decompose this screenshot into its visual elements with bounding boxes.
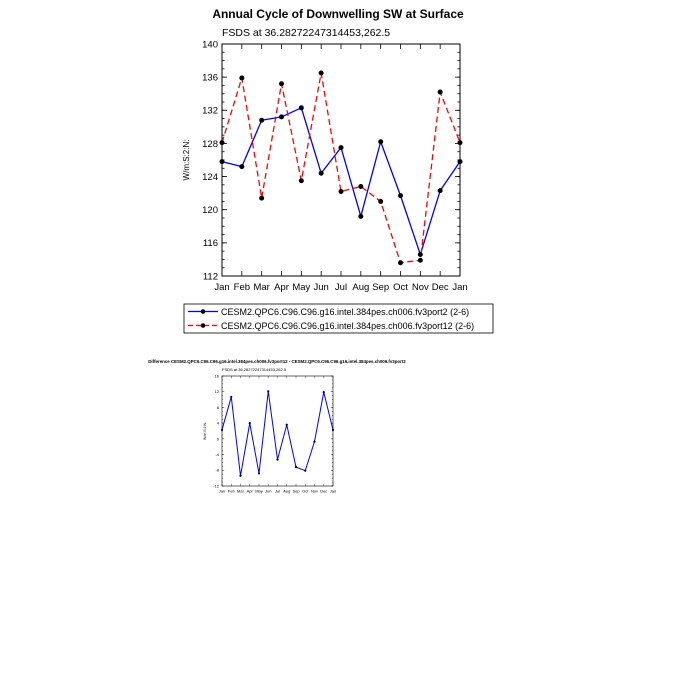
diff-xtick-label: Aug xyxy=(283,488,291,494)
main-chart-title: Annual Cycle of Downwelling SW at Surface xyxy=(212,7,464,21)
main-series-2-point xyxy=(378,199,383,204)
main-series-2-point xyxy=(339,189,344,194)
diff-xtick-label: Dec xyxy=(320,488,328,494)
main-xtick-label: Oct xyxy=(393,282,408,293)
main-series-1-point xyxy=(259,118,264,123)
main-series-1-point xyxy=(239,164,244,169)
diff-series-1-point xyxy=(258,472,260,474)
diff-xtick-label: Sep xyxy=(292,488,300,494)
main-xtick-label: Feb xyxy=(233,282,251,293)
main-series-1-line xyxy=(222,108,460,255)
diff-series-1-point xyxy=(276,459,278,461)
diff-xtick-label: Nov xyxy=(310,488,319,494)
main-xtick-label: May xyxy=(292,282,311,293)
main-chart-subtitle: FSDS at 36.28272247314453,262.5 xyxy=(222,27,391,39)
main-series-1-point xyxy=(358,214,363,219)
diff-xtick-label: Feb xyxy=(227,488,235,494)
main-xtick-label: Aug xyxy=(352,282,370,293)
diff-series-1-point xyxy=(286,424,288,426)
diff-xtick-label: Jun xyxy=(265,488,272,494)
diff-plot-area xyxy=(213,373,336,493)
main-series-2-point xyxy=(398,260,403,265)
main-xtick-label: Mar xyxy=(253,282,270,293)
main-series-1-point xyxy=(299,105,304,110)
main-series-1-point xyxy=(458,159,463,164)
main-ytick-label: 140 xyxy=(202,39,218,51)
main-xtick-label: Nov xyxy=(411,282,429,293)
diff-series-1-point xyxy=(304,470,306,472)
diff-series-1-point xyxy=(249,422,251,424)
main-series-2-point xyxy=(299,178,304,183)
main-series-2-point xyxy=(279,81,284,86)
main-xtick-label: Jun xyxy=(313,282,329,293)
main-series-1-point xyxy=(378,139,383,144)
diff-series-1-point xyxy=(239,475,241,477)
main-series-2-line xyxy=(222,73,460,263)
diff-xtick-label: Jan xyxy=(218,488,226,494)
diff-xtick-label: Oct xyxy=(302,488,309,494)
main-xtick-label: Sep xyxy=(372,282,390,293)
main-series-2-point xyxy=(458,140,463,145)
main-ytick-label: 124 xyxy=(202,171,218,183)
diff-chart-title: Difference CESM2.QPC6.C96.C96.g16.intel.384pes.ch006.fv3port12 - CESM2.QPC6.C96.C96.g16.intel.384pes.ch006.fv3port2 xyxy=(148,359,406,364)
diff-series-1-point xyxy=(313,441,315,443)
main-series-1-point xyxy=(438,188,443,193)
diff-xtick-label: Apr xyxy=(246,488,253,494)
main-chart-legend xyxy=(184,304,493,333)
main-ytick-label: 136 xyxy=(202,72,218,84)
main-ytick-label: 116 xyxy=(202,238,218,250)
diff-ytick-label: 0 xyxy=(216,436,219,442)
main-ytick-label: 132 xyxy=(202,105,218,117)
main-plot-area xyxy=(202,39,468,293)
diff-ytick-label: 8 xyxy=(216,404,219,410)
diff-xtick-label: Jan xyxy=(329,488,337,494)
diff-ytick-label: 16 xyxy=(214,373,219,379)
diff-series-1-point xyxy=(267,390,269,392)
main-series-2-point xyxy=(319,71,324,76)
diff-series-1-point xyxy=(230,396,232,398)
main-series-1-point xyxy=(220,159,225,164)
diff-chart-ylabel: W/m:S:2:N: xyxy=(203,422,207,440)
main-xtick-label: Jan xyxy=(214,282,230,293)
main-series-2-point xyxy=(239,75,244,80)
main-ytick-label: 112 xyxy=(202,271,218,283)
main-series-1-point xyxy=(279,114,284,119)
main-series-2-point xyxy=(438,90,443,95)
main-series-1-point xyxy=(398,193,403,198)
main-series-2-point xyxy=(259,196,264,201)
main-series-1-point xyxy=(418,252,423,257)
main-series-2-point xyxy=(220,140,225,145)
diff-xtick-label: Mar xyxy=(237,488,244,494)
diff-series-1-point xyxy=(332,429,334,431)
main-xtick-label: Dec xyxy=(431,282,449,293)
diff-ytick-label: -12 xyxy=(213,483,219,489)
diff-ytick-label: -4 xyxy=(215,451,219,457)
diff-series-1-point xyxy=(221,429,223,431)
diff-xtick-label: May xyxy=(255,488,263,494)
main-chart-ylabel: W/m:S:2:N: xyxy=(182,139,191,181)
main-ytick-label: 128 xyxy=(202,138,218,150)
legend-label-series-1: CESM2.QPC6.C96.C96.g16.intel.384pes.ch006.fv3port2 (2-6) xyxy=(221,307,470,317)
legend-label-series-2: CESM2.QPC6.C96.C96.g16.intel.384pes.ch006.fv3port12 (2-6) xyxy=(221,321,475,331)
diff-chart-subtitle: FSDS at 36.28272247314453,262.5 xyxy=(222,367,287,372)
main-series-2-point xyxy=(358,184,363,189)
main-ytick-label: 120 xyxy=(202,205,218,217)
main-series-1-point xyxy=(319,171,324,176)
diff-ytick-label: -8 xyxy=(215,467,219,473)
legend-marker-series-2 xyxy=(201,323,206,328)
diff-xtick-label: Jul xyxy=(274,488,281,494)
main-series-2-point xyxy=(418,258,423,263)
main-xtick-label: Jul xyxy=(334,282,348,293)
main-series-1-point xyxy=(339,145,344,150)
diff-series-1-point xyxy=(295,466,297,468)
diff-ytick-label: 4 xyxy=(216,420,219,426)
diff-ytick-label: 12 xyxy=(214,389,219,395)
diff-series-1-line xyxy=(222,391,333,475)
main-xtick-label: Jan xyxy=(452,282,468,293)
diff-series-1-point xyxy=(323,391,325,393)
legend-marker-series-1 xyxy=(201,309,206,314)
main-xtick-label: Apr xyxy=(274,282,289,293)
